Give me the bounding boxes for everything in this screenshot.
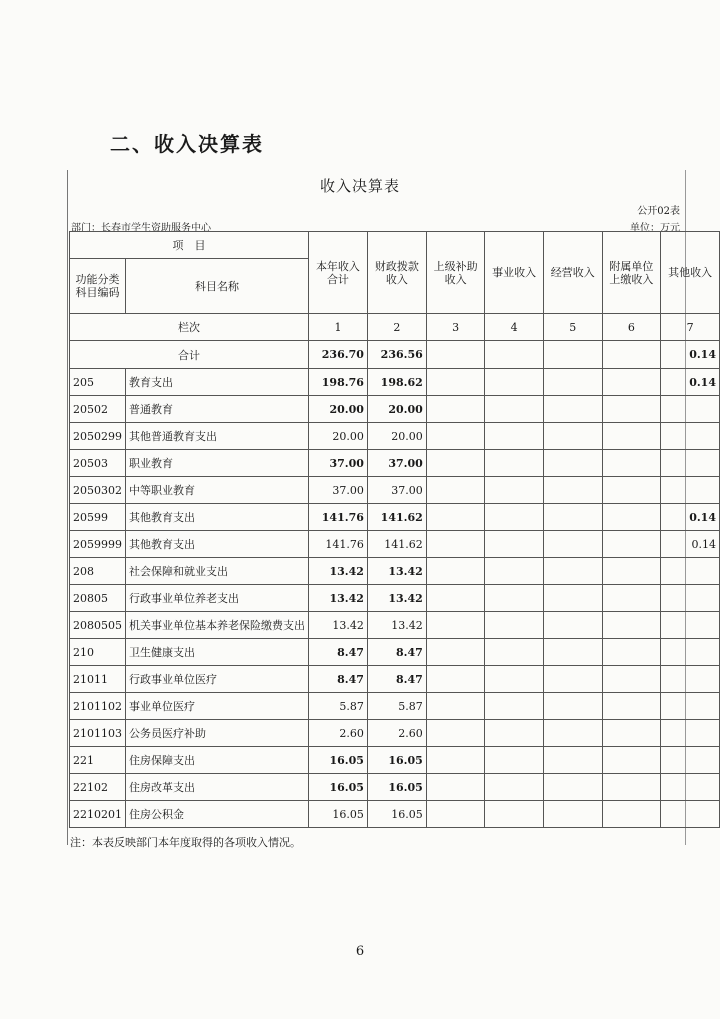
row-affiliated-income	[602, 504, 661, 531]
row-affiliated-income	[602, 693, 661, 720]
row-other-income	[661, 612, 720, 639]
row-code: 2059999	[70, 531, 126, 558]
header-item: 项 目	[70, 232, 309, 259]
row-business-income	[485, 477, 544, 504]
row-other-income	[661, 666, 720, 693]
total-col-2: 236.56	[367, 341, 426, 369]
row-total-income: 37.00	[309, 450, 368, 477]
row-other-income	[661, 558, 720, 585]
table-row	[70, 504, 720, 531]
row-code: 205	[70, 369, 126, 396]
row-affiliated-income	[602, 558, 661, 585]
row-fiscal-income: 5.87	[367, 693, 426, 720]
total-col-5	[543, 341, 602, 369]
row-business-income	[485, 531, 544, 558]
table-row	[70, 612, 720, 639]
row-other-income	[661, 396, 720, 423]
row-affiliated-income	[602, 747, 661, 774]
row-subject-name: 其他普通教育支出	[126, 423, 309, 450]
row-business-income	[485, 423, 544, 450]
row-total-income: 2.60	[309, 720, 368, 747]
header-col-4: 事业收入	[485, 232, 544, 314]
row-other-income	[661, 774, 720, 801]
row-affiliated-income	[602, 666, 661, 693]
row-label: 栏次	[70, 314, 309, 341]
table-row	[70, 666, 720, 693]
header-col-3: 上级补助收入	[426, 232, 485, 314]
row-superior-subsidy	[426, 558, 485, 585]
row-code: 21011	[70, 666, 126, 693]
row-superior-subsidy	[426, 612, 485, 639]
page-number: 6	[355, 944, 365, 959]
row-affiliated-income	[602, 801, 661, 828]
row-fiscal-income: 37.00	[367, 450, 426, 477]
row-other-income	[661, 477, 720, 504]
row-fiscal-income: 37.00	[367, 477, 426, 504]
row-fiscal-income: 141.62	[367, 504, 426, 531]
row-subject-name: 其他教育支出	[126, 504, 309, 531]
row-fiscal-income: 13.42	[367, 585, 426, 612]
row-business-income	[485, 666, 544, 693]
row-total-income: 13.42	[309, 585, 368, 612]
row-other-income: 0.14	[661, 531, 720, 558]
row-business-income	[485, 585, 544, 612]
row-subject-name: 住房改革支出	[126, 774, 309, 801]
row-fiscal-income: 2.60	[367, 720, 426, 747]
row-business-income	[485, 450, 544, 477]
row-business-income	[485, 639, 544, 666]
header-func-code: 功能分类科目编码	[70, 259, 126, 314]
row-affiliated-income	[602, 774, 661, 801]
col-number: 6	[602, 314, 661, 341]
row-affiliated-income	[602, 531, 661, 558]
row-total-income: 141.76	[309, 531, 368, 558]
row-fiscal-income: 16.05	[367, 774, 426, 801]
income-table	[69, 231, 720, 828]
row-total-income: 141.76	[309, 504, 368, 531]
table-row	[70, 720, 720, 747]
row-subject-name: 机关事业单位基本养老保险缴费支出	[126, 612, 309, 639]
row-fiscal-income: 141.62	[367, 531, 426, 558]
row-affiliated-income	[602, 423, 661, 450]
row-subject-name: 中等职业教育	[126, 477, 309, 504]
row-code: 210	[70, 639, 126, 666]
row-business-income	[485, 720, 544, 747]
row-business-income	[485, 369, 544, 396]
row-other-income: 0.14	[661, 369, 720, 396]
header-subject-name: 科目名称	[126, 259, 309, 314]
table-row	[70, 747, 720, 774]
row-total-income: 37.00	[309, 477, 368, 504]
row-fiscal-income: 20.00	[367, 423, 426, 450]
row-superior-subsidy	[426, 369, 485, 396]
row-superior-subsidy	[426, 639, 485, 666]
row-business-income	[485, 801, 544, 828]
row-affiliated-income	[602, 450, 661, 477]
row-superior-subsidy	[426, 531, 485, 558]
row-total-income: 8.47	[309, 639, 368, 666]
row-code: 20502	[70, 396, 126, 423]
row-fiscal-income: 8.47	[367, 639, 426, 666]
row-code: 2080505	[70, 612, 126, 639]
row-other-income	[661, 423, 720, 450]
header-col-7: 其他收入	[661, 232, 720, 314]
row-operating-income	[543, 747, 602, 774]
header-col-1: 本年收入合计	[309, 232, 368, 314]
row-fiscal-income: 16.05	[367, 747, 426, 774]
row-total-income: 16.05	[309, 774, 368, 801]
row-operating-income	[543, 396, 602, 423]
row-total-income: 13.42	[309, 612, 368, 639]
row-fiscal-income: 20.00	[367, 396, 426, 423]
table-row	[70, 558, 720, 585]
row-other-income	[661, 693, 720, 720]
row-operating-income	[543, 450, 602, 477]
row-subject-name: 职业教育	[126, 450, 309, 477]
row-superior-subsidy	[426, 477, 485, 504]
total-label: 合计	[70, 341, 309, 369]
row-subject-name: 社会保障和就业支出	[126, 558, 309, 585]
row-affiliated-income	[602, 720, 661, 747]
row-subject-name: 其他教育支出	[126, 531, 309, 558]
row-superior-subsidy	[426, 450, 485, 477]
table-row	[70, 531, 720, 558]
row-total-income: 16.05	[309, 801, 368, 828]
total-col-1: 236.70	[309, 341, 368, 369]
row-business-income	[485, 558, 544, 585]
row-other-income: 0.14	[661, 504, 720, 531]
table-row	[70, 585, 720, 612]
row-affiliated-income	[602, 612, 661, 639]
row-fiscal-income: 8.47	[367, 666, 426, 693]
unit-label: 单位：万元	[630, 223, 680, 234]
row-total-income: 20.00	[309, 396, 368, 423]
row-total-income: 20.00	[309, 423, 368, 450]
total-col-4	[485, 341, 544, 369]
row-superior-subsidy	[426, 693, 485, 720]
row-affiliated-income	[602, 477, 661, 504]
row-code: 2050299	[70, 423, 126, 450]
row-subject-name: 公务员医疗补助	[126, 720, 309, 747]
row-total-income: 8.47	[309, 666, 368, 693]
table-row	[70, 639, 720, 666]
row-operating-income	[543, 639, 602, 666]
total-col-7: 0.14	[661, 341, 720, 369]
row-subject-name: 住房保障支出	[126, 747, 309, 774]
row-superior-subsidy	[426, 801, 485, 828]
table-row	[70, 423, 720, 450]
header-col-2: 财政拨款收入	[367, 232, 426, 314]
row-operating-income	[543, 720, 602, 747]
table-row	[70, 801, 720, 828]
total-col-3	[426, 341, 485, 369]
row-other-income	[661, 801, 720, 828]
col-number: 2	[367, 314, 426, 341]
row-operating-income	[543, 801, 602, 828]
row-business-income	[485, 747, 544, 774]
row-superior-subsidy	[426, 585, 485, 612]
row-code: 22102	[70, 774, 126, 801]
row-fiscal-income: 16.05	[367, 801, 426, 828]
table-row	[70, 450, 720, 477]
table-row	[70, 774, 720, 801]
row-superior-subsidy	[426, 720, 485, 747]
table-row	[70, 369, 720, 396]
row-total-income: 13.42	[309, 558, 368, 585]
col-number: 1	[309, 314, 368, 341]
row-subject-name: 事业单位医疗	[126, 693, 309, 720]
row-business-income	[485, 396, 544, 423]
row-fiscal-income: 198.62	[367, 369, 426, 396]
row-operating-income	[543, 477, 602, 504]
row-fiscal-income: 13.42	[367, 558, 426, 585]
row-operating-income	[543, 666, 602, 693]
row-superior-subsidy	[426, 396, 485, 423]
col-number: 5	[543, 314, 602, 341]
total-row	[70, 341, 720, 369]
department-label: 部门：长春市学生资助服务中心	[71, 223, 211, 234]
row-subject-name: 行政事业单位医疗	[126, 666, 309, 693]
row-affiliated-income	[602, 396, 661, 423]
col-number: 3	[426, 314, 485, 341]
col-number: 7	[661, 314, 720, 341]
row-business-income	[485, 612, 544, 639]
table-note: 注：本表反映部门本年度取得的各项收入情况。	[70, 836, 301, 849]
row-other-income	[661, 747, 720, 774]
row-other-income	[661, 450, 720, 477]
row-operating-income	[543, 504, 602, 531]
row-superior-subsidy	[426, 774, 485, 801]
row-operating-income	[543, 531, 602, 558]
row-affiliated-income	[602, 585, 661, 612]
total-col-6	[602, 341, 661, 369]
row-operating-income	[543, 774, 602, 801]
row-superior-subsidy	[426, 423, 485, 450]
row-total-income: 5.87	[309, 693, 368, 720]
row-operating-income	[543, 369, 602, 396]
col-number: 4	[485, 314, 544, 341]
row-affiliated-income	[602, 639, 661, 666]
row-code: 221	[70, 747, 126, 774]
row-other-income	[661, 720, 720, 747]
table-row	[70, 693, 720, 720]
row-code: 2101102	[70, 693, 126, 720]
row-affiliated-income	[602, 369, 661, 396]
row-code: 20503	[70, 450, 126, 477]
row-superior-subsidy	[426, 504, 485, 531]
row-code: 2101103	[70, 720, 126, 747]
row-business-income	[485, 693, 544, 720]
row-code: 20599	[70, 504, 126, 531]
row-subject-name: 卫生健康支出	[126, 639, 309, 666]
row-business-income	[485, 774, 544, 801]
row-operating-income	[543, 693, 602, 720]
row-fiscal-income: 13.42	[367, 612, 426, 639]
table-row	[70, 477, 720, 504]
row-superior-subsidy	[426, 666, 485, 693]
header-col-6: 附属单位上缴收入	[602, 232, 661, 314]
row-code: 2050302	[70, 477, 126, 504]
table-title: 收入决算表	[319, 177, 400, 195]
row-total-income: 198.76	[309, 369, 368, 396]
row-code: 2210201	[70, 801, 126, 828]
row-business-income	[485, 504, 544, 531]
form-number: 公开02表	[637, 206, 680, 217]
row-other-income	[661, 639, 720, 666]
row-operating-income	[543, 423, 602, 450]
row-operating-income	[543, 558, 602, 585]
page-heading: 二、收入决算表	[110, 132, 264, 156]
row-total-income: 16.05	[309, 747, 368, 774]
header-col-5: 经营收入	[543, 232, 602, 314]
row-operating-income	[543, 585, 602, 612]
table-row	[70, 396, 720, 423]
row-subject-name: 住房公积金	[126, 801, 309, 828]
row-code: 208	[70, 558, 126, 585]
row-code: 20805	[70, 585, 126, 612]
row-subject-name: 教育支出	[126, 369, 309, 396]
row-superior-subsidy	[426, 747, 485, 774]
row-subject-name: 行政事业单位养老支出	[126, 585, 309, 612]
row-operating-income	[543, 612, 602, 639]
row-other-income	[661, 585, 720, 612]
row-subject-name: 普通教育	[126, 396, 309, 423]
